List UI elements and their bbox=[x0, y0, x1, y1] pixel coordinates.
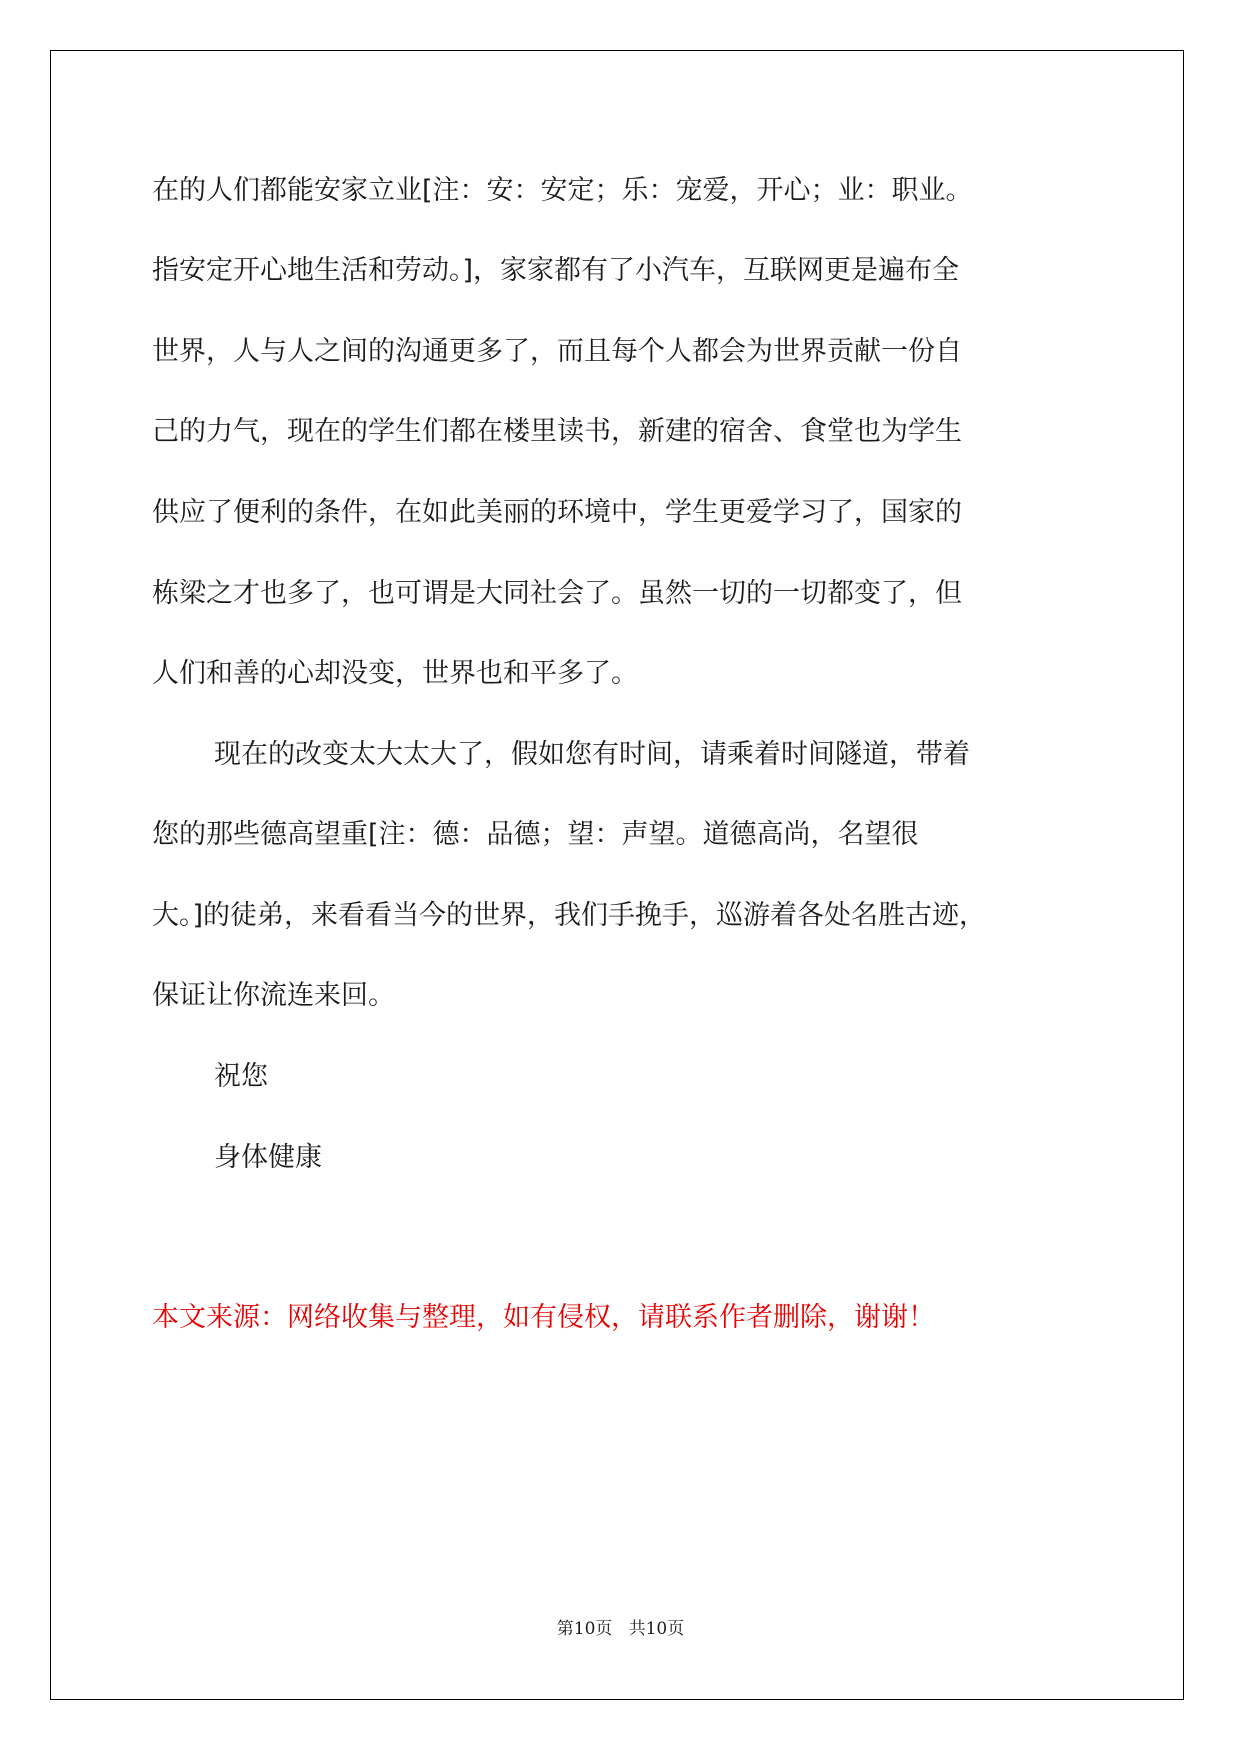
body-line-3: 世界，人与人之间的沟通更多了，而且每个人都会为世界贡献一份自 bbox=[152, 336, 962, 367]
paragraph-line-4: 保证让你流连来回。 bbox=[152, 980, 395, 1011]
page-footer bbox=[0, 1618, 1241, 1640]
body-line-2: 指安定开心地生活和劳动。]，家家都有了小汽车，互联网更是遍布全 bbox=[152, 255, 960, 286]
page-total: 共10页 bbox=[628, 1619, 685, 1639]
body-line-5: 供应了便利的条件，在如此美丽的环境中，学生更爱学习了，国家的 bbox=[152, 497, 962, 528]
source-note: 本文来源：网络收集与整理，如有侵权，请联系作者删除，谢谢！ bbox=[152, 1302, 935, 1333]
body-line-4: 己的力气，现在的学生们都在楼里读书，新建的宿舍、食堂也为学生 bbox=[152, 416, 962, 447]
page-number: 第10页 bbox=[556, 1619, 613, 1639]
closing-wish: 身体健康 bbox=[214, 1142, 322, 1173]
paragraph-line-3: 大。]的徒弟，来看看当今的世界，我们手挽手，巡游着各处名胜古迹， bbox=[152, 900, 987, 931]
body-line-1: 在的人们都能安家立业[注：安：安定；乐：宠爱，开心；业：职业。 bbox=[152, 175, 973, 206]
body-line-6: 栋梁之才也多了，也可谓是大同社会了。虽然一切的一切都变了，但 bbox=[152, 578, 962, 609]
page-border bbox=[50, 50, 1184, 1700]
body-line-7: 人们和善的心却没变，世界也和平多了。 bbox=[152, 658, 638, 689]
paragraph-line-2: 您的那些德高望重[注：德：品德；望：声望。道德高尚，名望很 bbox=[152, 819, 919, 850]
closing-greeting: 祝您 bbox=[214, 1061, 268, 1092]
paragraph-line-1: 现在的改变太大太大了，假如您有时间，请乘着时间隧道，带着 bbox=[214, 739, 970, 770]
